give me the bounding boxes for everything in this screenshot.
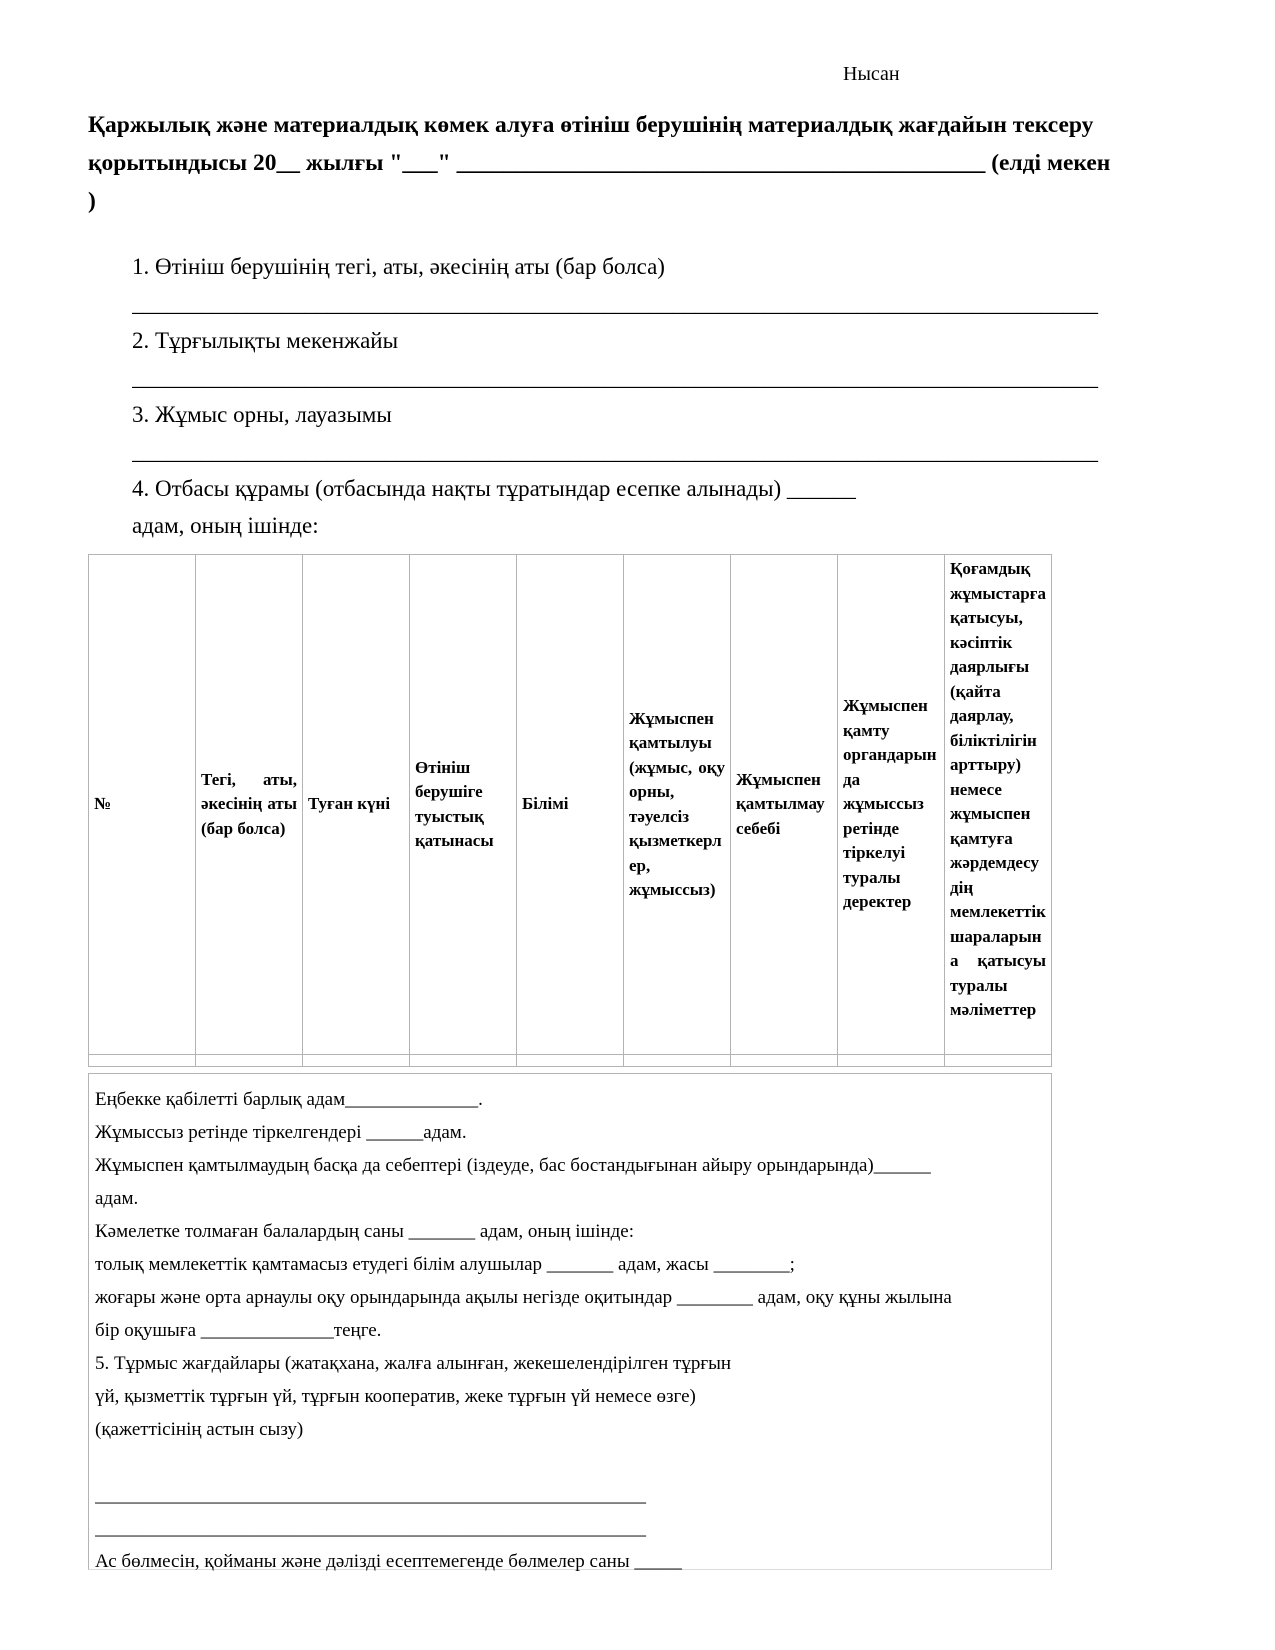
blank-line-4: __________________________________________________________ [95,1485,646,1506]
document-title [88,106,1198,220]
note-able-bodied-total: Еңбекке қабілетті барлық адам______________. [95,1089,483,1110]
col-header-relation-to-applicant: Өтініш берушіге туыстық қатынасы [410,555,517,1055]
note-paid-education-students-cont: бір оқушыға ______________теңге. [95,1320,382,1341]
item-1-applicant-name: 1. Өтініш берушінің тегі, аты, әкесінің аты (бар болса) [132,254,665,279]
col-header-education: Білімі [517,555,624,1055]
empty-cell [838,1055,945,1067]
col-header-unemployed-registration: Жұмыспен қамту органдарында жұмыссыз ретінде тіркелуі туралы деректер [838,555,945,1055]
notes-box [88,1073,1052,1570]
numbered-items [132,248,1275,544]
note-state-supported-students: толық мемлекеттік қамтамасыз етудегі білім алушылар _______ адам, жасы ________; [95,1254,795,1275]
note-minor-children-count: Кәмелетке толмаған балалардың саны _______ адам, оның ішінде: [95,1221,635,1242]
note-other-unemployment-reasons-cont: адам. [95,1188,139,1209]
blank-line-5: __________________________________________________________ [95,1518,646,1539]
title-line-1: Қаржылық және материалдық көмек алуға өтініш берушінің материалдық жағдайын тексеру [88,112,1094,138]
col-header-birth-date: Туған күні [303,555,410,1055]
empty-cell [945,1055,1052,1067]
note-rooms-count: Ас бөлмесін, қойманы және дәлізді есептемегенде бөлмелер саны _____ [95,1551,682,1572]
col-header-full-name: Тегі, аты, әкесінің аты (бар болса) [196,555,303,1055]
family-members-table [88,554,1052,1067]
item-5-underline-instruction: (қажеттісінің астын сызу) [95,1419,304,1440]
item-5-living-conditions-cont: үй, қызметтік тұрғын үй, тұрғын кооператив, жеке тұрғын үй немесе өзге) [95,1386,696,1407]
blank-line-2: ____________________________________________________________________________________ [132,365,1098,390]
blank-line-3: ____________________________________________________________________________________ [132,439,1098,464]
form-corner-label: Нысан [843,63,900,85]
col-header-number: № [89,555,196,1055]
note-registered-unemployed: Жұмыссыз ретінде тіркелгендері ______адам. [95,1122,467,1143]
item-4-family-composition-cont: адам, оның ішінде: [132,513,319,538]
empty-cell [89,1055,196,1067]
blank-line-1: ____________________________________________________________________________________ [132,291,1098,316]
note-paid-education-students: жоғары және орта арнаулы оқу орындарында ақылы негізде оқитындар ________ адам, оқу құны жылына [95,1287,952,1308]
col-header-unemployment-reason: Жұмыспен қамтылмау себебі [731,555,838,1055]
item-5-living-conditions: 5. Тұрмыс жағдайлары (жатақхана, жалға алынған, жекешелендірілген тұрғын [95,1353,732,1374]
spacer [95,1446,1045,1479]
table-header-row [89,555,1052,1055]
empty-cell [303,1055,410,1067]
item-2-residence-address: 2. Тұрғылықты мекенжайы [132,328,399,353]
item-4-family-composition: 4. Отбасы құрамы (отбасында нақты тұратындар есепке алынады) ______ [132,476,856,501]
empty-cell [624,1055,731,1067]
col-header-employment: Жұмыспен қамтылуы (жұмыс, оқу орны, тәуелсіз қызметкерлер, жұмыссыз) [624,555,731,1055]
table-empty-row [89,1055,1052,1067]
empty-cell [731,1055,838,1067]
title-line-2: қорытындысы 20__ жылғы "___" _____________________________________________ (елді мекен [88,150,1111,176]
empty-cell [517,1055,624,1067]
item-3-workplace-position: 3. Жұмыс орны, лауазымы [132,402,392,427]
col-header-public-works-participation: Қоғамдық жұмыстарға қатысуы, кәсіптік даярлығы (қайта даярлау, біліктілігін арттыру) немесе жұмыспен қамтуға жәрдемдесудің мемлекеттік шараларына қатысуы туралы мәліметтер [945,555,1052,1055]
title-line-3: ) [88,188,96,214]
empty-cell [196,1055,303,1067]
note-other-unemployment-reasons: Жұмыспен қамтылмаудың басқа да себептері (іздеуде, бас бостандығынан айыру орындарында)______ [95,1155,931,1176]
empty-cell [410,1055,517,1067]
